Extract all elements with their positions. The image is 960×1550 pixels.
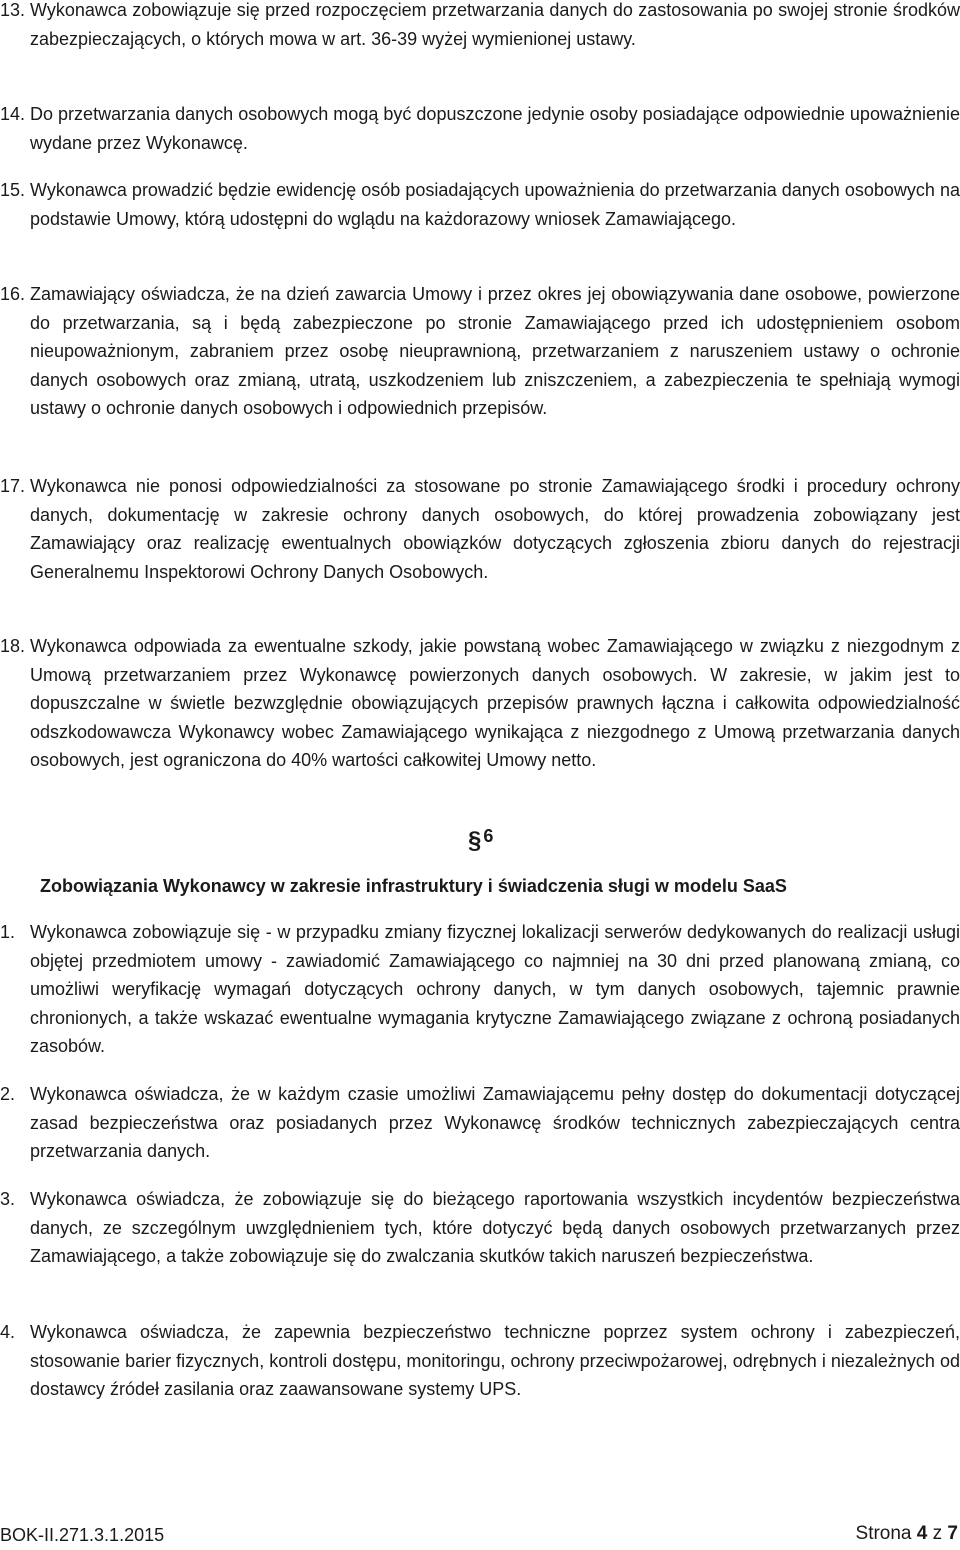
list-item-16: [0, 280, 960, 423]
section-item-2: [0, 1080, 960, 1166]
section-symbol: §: [468, 827, 482, 854]
item-number: 13.: [0, 0, 26, 20]
section-title: Zobowiązania Wykonawcy w zakresie infrastruktury i świadczenia sługi w modelu SaaS: [40, 876, 787, 896]
item-number: 16.: [0, 284, 26, 304]
page-counter: [856, 1521, 958, 1547]
item-number: 18.: [0, 636, 26, 656]
page-current: 4: [916, 1523, 928, 1544]
item-number: 4.: [0, 1322, 16, 1342]
item-number: 15.: [0, 180, 26, 200]
item-text: Wykonawca oświadcza, że zapewnia bezpieczeństwo techniczne poprzez system ochrony i zabezpieczeń, stosowanie barier fizycznych, kontroli dostępu, monitoringu, ochrony przeciwpożarowej, odrębnych i niezależnych od dostawcy źródeł zasilania oraz zaawansowane systemy UPS.: [30, 1322, 960, 1400]
item-text: Wykonawca oświadcza, że w każdym czasie umożliwi Zamawiającemu pełny dostęp do dokumentacji dotyczącej zasad bezpieczeństwa oraz posiadanych przez Wykonawcę środków technicznych zabezpieczających centra przetwarzania danych.: [30, 1084, 960, 1162]
list-item-17: [0, 472, 960, 586]
page-of: z: [932, 1523, 943, 1544]
item-text: Do przetwarzania danych osobowych mogą być dopuszczone jedynie osoby posiadające odpowiednie upoważnienie wydane przez Wykonawcę.: [30, 104, 960, 153]
item-text: Wykonawca oświadcza, że zobowiązuje się do bieżącego raportowania wszystkich incydentów bezpieczeństwa danych, ze szczególnym uwzględnieniem tych, które dotyczyć będą danych osobowych przetwarzanych przez Zamawiającego, a także zobowiązuje się do zwalczania skutków takich naruszeń bezpieczeństwa.: [30, 1189, 960, 1267]
item-number: 2.: [0, 1084, 16, 1104]
item-text: Wykonawca odpowiada za ewentualne szkody, jakie powstaną wobec Zamawiającego w związku z niezgodnym z Umową przetwarzaniem przez Wykonawcę powierzonych danych osobowych. W zakresie, w jakim jest to dopuszczalne w świetle bezwzględnie obowiązujących przepisów prawnych łączna i całkowita odpowiedzialność odszkodowawcza Wykonawcy wobec Zamawiającego wynikająca z niezgodnego z Umową przetwarzania danych osobowych, jest ograniczona do 40% wartości całkowitej Umowy netto.: [30, 636, 960, 771]
document-reference: BOK-II.271.3.1.2015: [0, 1525, 165, 1545]
item-number: 14.: [0, 104, 26, 124]
item-text: Zamawiający oświadcza, że na dzień zawarcia Umowy i przez okres jej obowiązywania dane osobowe, powierzone do przetwarzania, są i będą zabezpieczone po stronie Zamawiającego przed ich udostępnieniem osobom nieupoważnionym, zabraniem przez osobę nieuprawnioną, przetwarzaniem z naruszeniem ustawy o ochronie danych osobowych oraz zmianą, utratą, uszkodzeniem lub zniszczeniem, a zabezpieczenia te spełniają wymogi ustawy o ochronie danych osobowych i odpowiednich przepisów.: [30, 284, 960, 419]
item-text: Wykonawca zobowiązuje się przed rozpoczęciem przetwarzania danych do zastosowania po swojej stronie środków zabezpieczających, o których mowa w art. 36-39 wyżej wymienionej ustawy.: [30, 0, 960, 49]
item-text: Wykonawca zobowiązuje się - w przypadku zmiany fizycznej lokalizacji serwerów dedykowanych do realizacji usługi objętej przedmiotem umowy - zawiadomić Zamawiającego co najmniej na 30 dni przed planowaną zmianą, co umożliwi weryfikację wymagań dotyczących ochrony danych, w tym danych osobowych, tajemnic prawnie chronionych, a także wskazać ewentualne wymagania krytyczne Zamawiającego związane z ochroną posiadanych zasobów.: [30, 922, 960, 1057]
list-item-13: [0, 0, 960, 53]
page-total: 7: [947, 1523, 958, 1544]
item-number: 17.: [0, 476, 26, 496]
list-item-18: [0, 632, 960, 775]
item-text: Wykonawca prowadzić będzie ewidencję osób posiadających upoważnienia do przetwarzania danych osobowych na podstawie Umowy, którą udostępni do wglądu na każdorazowy wniosek Zamawiającego.: [30, 180, 960, 229]
section-item-1: [0, 918, 960, 1061]
section-item-3: [0, 1185, 960, 1271]
section-number: [468, 822, 493, 855]
item-text: Wykonawca nie ponosi odpowiedzialności za stosowane po stronie Zamawiającego środki i procedury ochrony danych, dokumentację w zakresie ochrony danych osobowych, do której prowadzenia zobowiązany jest Zamawiający oraz realizację ewentualnych obowiązków dotyczących zgłoszenia zbioru danych do rejestracji Generalnemu Inspektorowi Ochrony Danych Osobowych.: [30, 476, 960, 582]
item-number: 1.: [0, 922, 16, 942]
section-number-value: 6: [483, 826, 494, 846]
list-item-15: [0, 176, 960, 233]
section-item-4: [0, 1318, 960, 1404]
item-number: 3.: [0, 1189, 16, 1209]
list-item-14: [0, 100, 960, 157]
page-label: Strona: [855, 1523, 912, 1544]
